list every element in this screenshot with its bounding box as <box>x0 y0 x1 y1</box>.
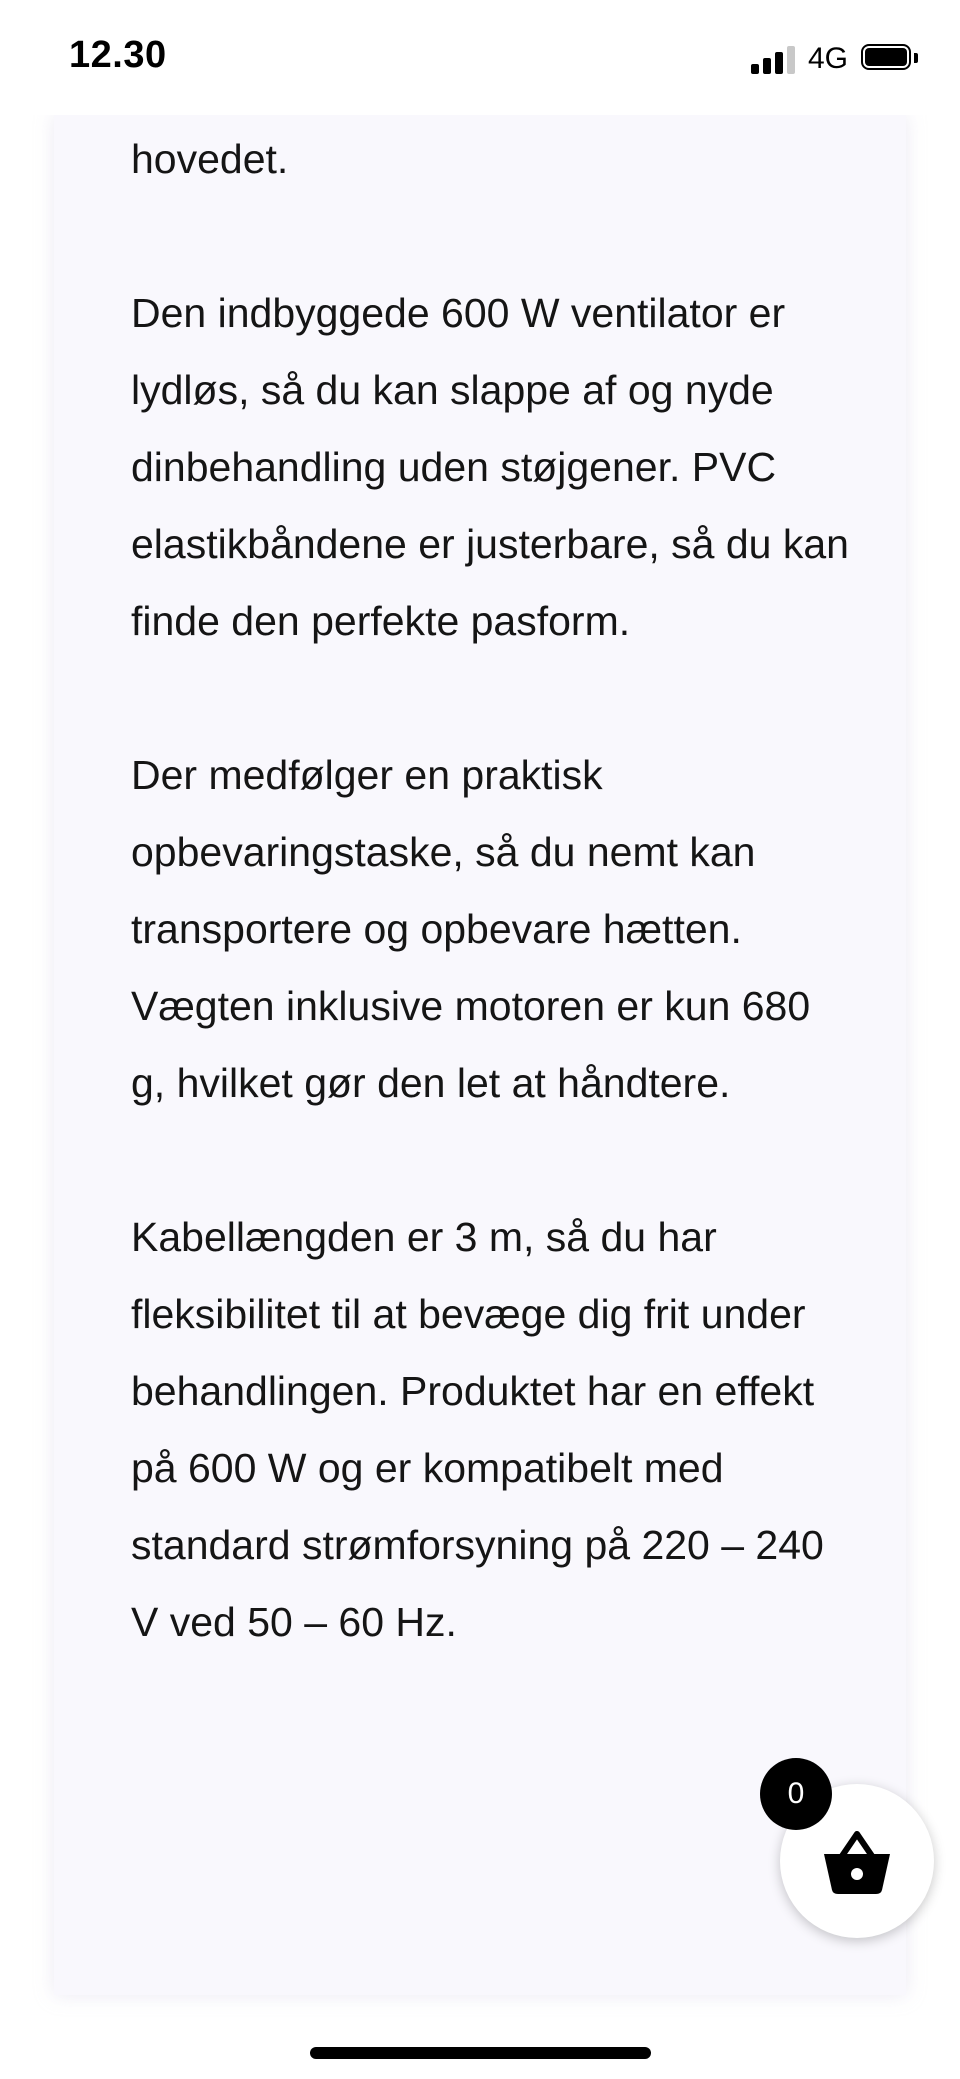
battery-icon <box>861 44 919 72</box>
description-paragraph: Kabellængden er 3 m, så du har fleksibilitet til at bevæge dig frit under behandlingen. Produktet har en effekt på 600 W og er kompatibelt med standard strømforsyning på 220 – 240 V ved 50 – 60 Hz. <box>131 1214 824 1645</box>
product-description <box>131 121 851 1738</box>
description-paragraph: Den indbyggede 600 W ventilator er lydløs, så du kan slappe af og nyde dinbehandling uden støjgener. PVC elastikbåndene er justerbare, så du kan finde den perfekte pasform. <box>131 290 849 644</box>
network-type: 4G <box>808 42 849 75</box>
description-paragraph: hovedet. <box>131 136 289 182</box>
description-paragraph: Der medfølger en praktisk opbevaringstaske, så du nemt kan transportere og opbevare hætten. Vægten inklusive motoren er kun 680 g, hvilket gør den let at håndtere. <box>131 752 811 1106</box>
signal-strength-icon <box>751 44 797 74</box>
status-time: 12.30 <box>69 34 167 76</box>
basket-icon <box>820 1826 894 1896</box>
home-indicator[interactable] <box>310 2047 651 2059</box>
cart-count-badge: 0 <box>760 1758 832 1830</box>
status-bar <box>0 0 960 115</box>
